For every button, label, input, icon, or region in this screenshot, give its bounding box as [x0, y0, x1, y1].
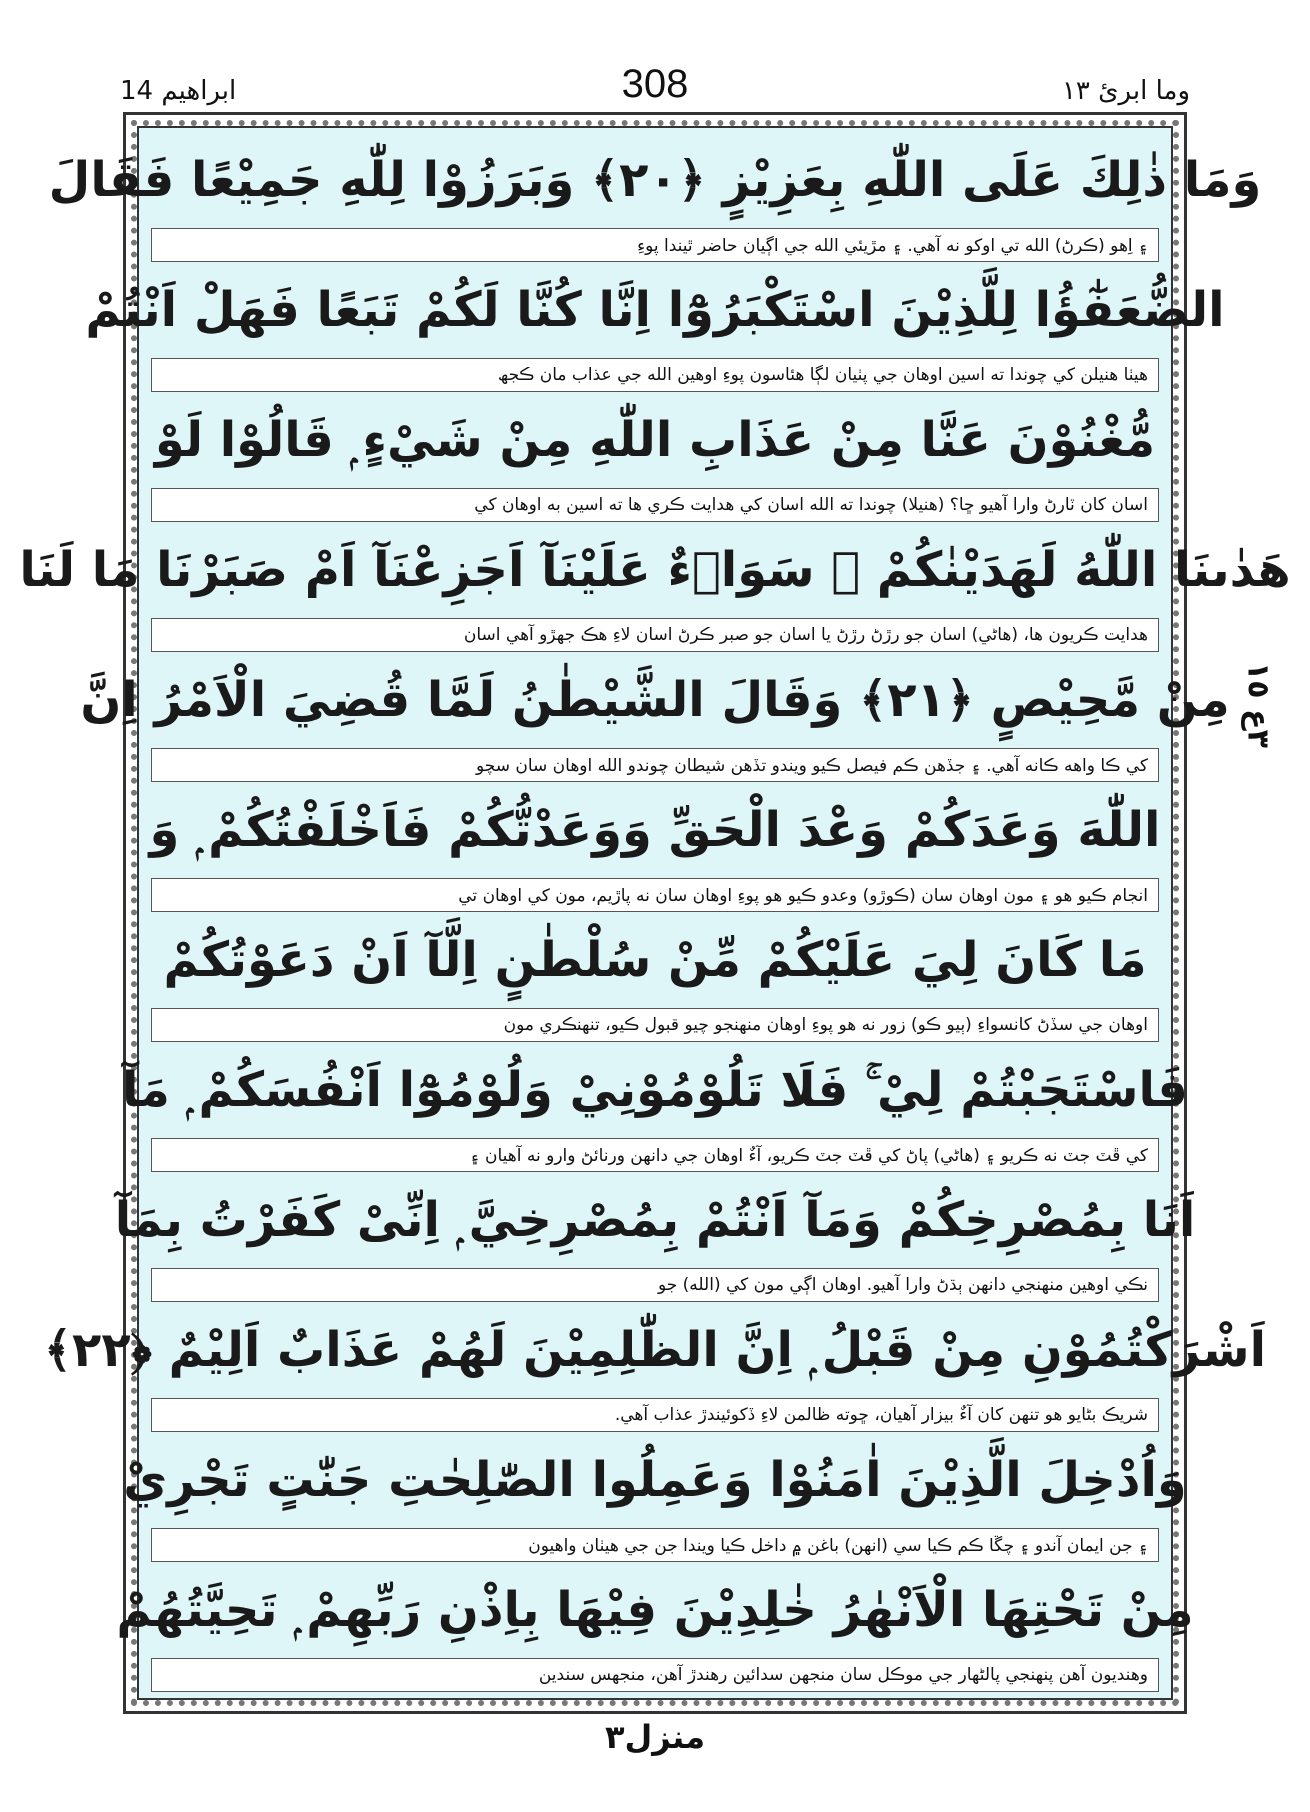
ruku-marker: ٣ع ١٥ [1240, 662, 1276, 748]
arabic-text: وَاُدْخِلَ الَّذِيْنَ اٰمَنُوْا وَعَمِلُوا الصّٰلِحٰتِ جَنّٰتٍ تَجْرِيْ [123, 1452, 1187, 1508]
translation-text: نڪي اوهين منهنجي دانهن ٻڌڻ وارا آهيو. اوهان اڳي مون کي (الله) جو [151, 1268, 1159, 1302]
translation-text: شريڪ بڻايو هو تنهن کان آءٌ بيزار آهيان، ڇوته ظالمن لاءِ ڏکوئيندڙ عذاب آهي. [151, 1398, 1159, 1432]
page-header [120, 62, 1190, 114]
arabic-text: اَنَا بِمُصْرِخِكُمْ وَمَآ اَنْتُمْ بِمُصْرِخِيَّ ۭ اِنِّىْ كَفَرْتُ بِمَآ [114, 1191, 1196, 1248]
verse-line-6 [139, 782, 1171, 912]
verse-line-10 [43, 1302, 1267, 1432]
page-number: 308 [621, 62, 689, 106]
translation-text: کي ڦٽ جٽ نه ڪريو ۽ (هاڻي) پاڻ کي ڦٽ جٽ ڪريو، آءٌ اوهان جي دانهن ورنائڻ وارو نه آهيان ۽ [151, 1138, 1159, 1172]
translation-text: وهنديون آهن پنهنجي پالڻهار جي موڪل سان منجهن سدائين رهندڙ آهن، منجهس سندين [151, 1658, 1159, 1692]
arabic-text: مُّغْنُوْنَ عَنَّا مِنْ عَذَابِ اللّٰهِ مِنْ شَيْءٍ ۭ قَالُوْا لَوْ [154, 411, 1156, 468]
verse-line-7 [139, 912, 1171, 1042]
verse-line-12 [116, 1562, 1194, 1692]
arabic-text: وَمَا ذٰلِكَ عَلَى اللّٰهِ بِعَزِيْزٍ ﴿٢٠﴾ وَبَرَزُوْا لِلّٰهِ جَمِيْعًا فَقَالَ [48, 152, 1262, 208]
translation-text: ۽ اِهو (ڪرڻ) الله تي اوکو نه آهي. ۽ مڙيئي الله جي اڳيان حاضر ٿيندا پوءِ [151, 228, 1159, 262]
arabic-text: مِنْ تَحْتِهَا الْاَنْهٰرُ خٰلِدِيْنَ فِيْهَا بِاِذْنِ رَبِّهِمْ ۭ تَحِيَّتُهُمْ [116, 1581, 1194, 1638]
arabic-text: اللّٰهَ وَعَدَكُمْ وَعْدَ الْحَقِّ وَوَعَدْتُّكُمْ فَاَخْلَفْتُكُمْ ۭ وَ [149, 801, 1161, 858]
verse-line-3 [139, 392, 1171, 522]
arabic-text: اَشْرَكْتُمُوْنِ مِنْ قَبْلُ ۭ اِنَّ الظّٰلِمِيْنَ لَهُمْ عَذَابٌ اَلِيْمٌ ﴿٢٢﴾ [43, 1321, 1267, 1378]
translation-text: ۽ جن ايمان آندو ۽ چڱا ڪم ڪيا سي (انهن) باغن ۾ داخل ڪيا ويندا جن جي هيٺان واهيون [151, 1528, 1159, 1562]
arabic-text: مَا كَانَ لِيَ عَلَيْكُمْ مِّنْ سُلْطٰنٍ اِلَّآ اَنْ دَعَوْتُكُمْ [163, 932, 1147, 988]
translation-text: اوهان جي سڏڻ کانسواءِ (ٻيو ڪو) زور نه هو پوءِ اوهان منهنجو چيو قبول ڪيو، تنهنڪري مون [151, 1008, 1159, 1042]
arabic-text: هَدٰىنَا اللّٰهُ لَهَدَيْنٰكُمْ ۭ سَوَاۗءٌ عَلَيْنَآ اَجَزِعْنَآ اَمْ صَبَرْنَا مَا لَنَا [19, 542, 1291, 598]
translation-text: اسان کان ٽارڻ وارا آهيو ڇا؟ (هنيلا) چوندا ته الله اسان کي هدايت ڪري ها ته اسين به اوهان کي [151, 488, 1159, 522]
translation-text: هدايت ڪريون ها، (هاڻي) اسان جو رڙڻ رڙڻ يا اسان جو صبر ڪرڻ اسان لاءِ هڪ جهڙو آهي اسان [151, 618, 1159, 652]
verse-line-5 [80, 652, 1230, 782]
translation-text: هيٺا هنيلن کي چوندا ته اسين اوهان جي پٺيان لڳا هئاسون پوءِ اوهين الله جي عذاب مان ڪجھ [151, 358, 1159, 392]
verse-line-11 [123, 1432, 1187, 1562]
arabic-text: مِنْ مَّحِيْصٍ ﴿٢١﴾ وَقَالَ الشَّيْطٰنُ لَمَّا قُضِيَ الْاَمْرُ اِنَّ [80, 672, 1230, 728]
verse-line-9 [114, 1172, 1196, 1302]
verse-line-4 [19, 522, 1291, 652]
manzil-footer: منزل٣ [604, 1718, 706, 1756]
translation-text: کي ڪا واهه ڪانه آهي. ۽ جڏهن ڪم فيصل ڪيو ويندو تڏهن شيطان چوندو الله اوهان سان سچو [151, 748, 1159, 782]
arabic-text: الضُّعَفٰٓؤُا لِلَّذِيْنَ اسْتَكْبَرُوْٓا اِنَّا كُنَّا لَكُمْ تَبَعًا فَهَلْ اَنْتُمْ [85, 282, 1225, 338]
surah-name: ابراهيم 14 [120, 76, 237, 106]
verse-line-1 [48, 132, 1262, 262]
verse-line-8 [122, 1042, 1188, 1172]
translation-text: انجام ڪيو هو ۽ مون اوهان سان (ڪوڙو) وعدو ڪيو هو پوءِ اوهان سان نه پاڙيم، مون کي اوهان تي [151, 878, 1159, 912]
arabic-text: فَاسْتَجَبْتُمْ لِيْ ۚ فَلَا تَلُوْمُوْنِيْ وَلُوْمُوْٓا اَنْفُسَكُمْ ۭ مَآ [122, 1061, 1188, 1118]
verse-line-2 [85, 262, 1225, 392]
juz-name: وما ابرئ ١٣ [1061, 76, 1190, 106]
